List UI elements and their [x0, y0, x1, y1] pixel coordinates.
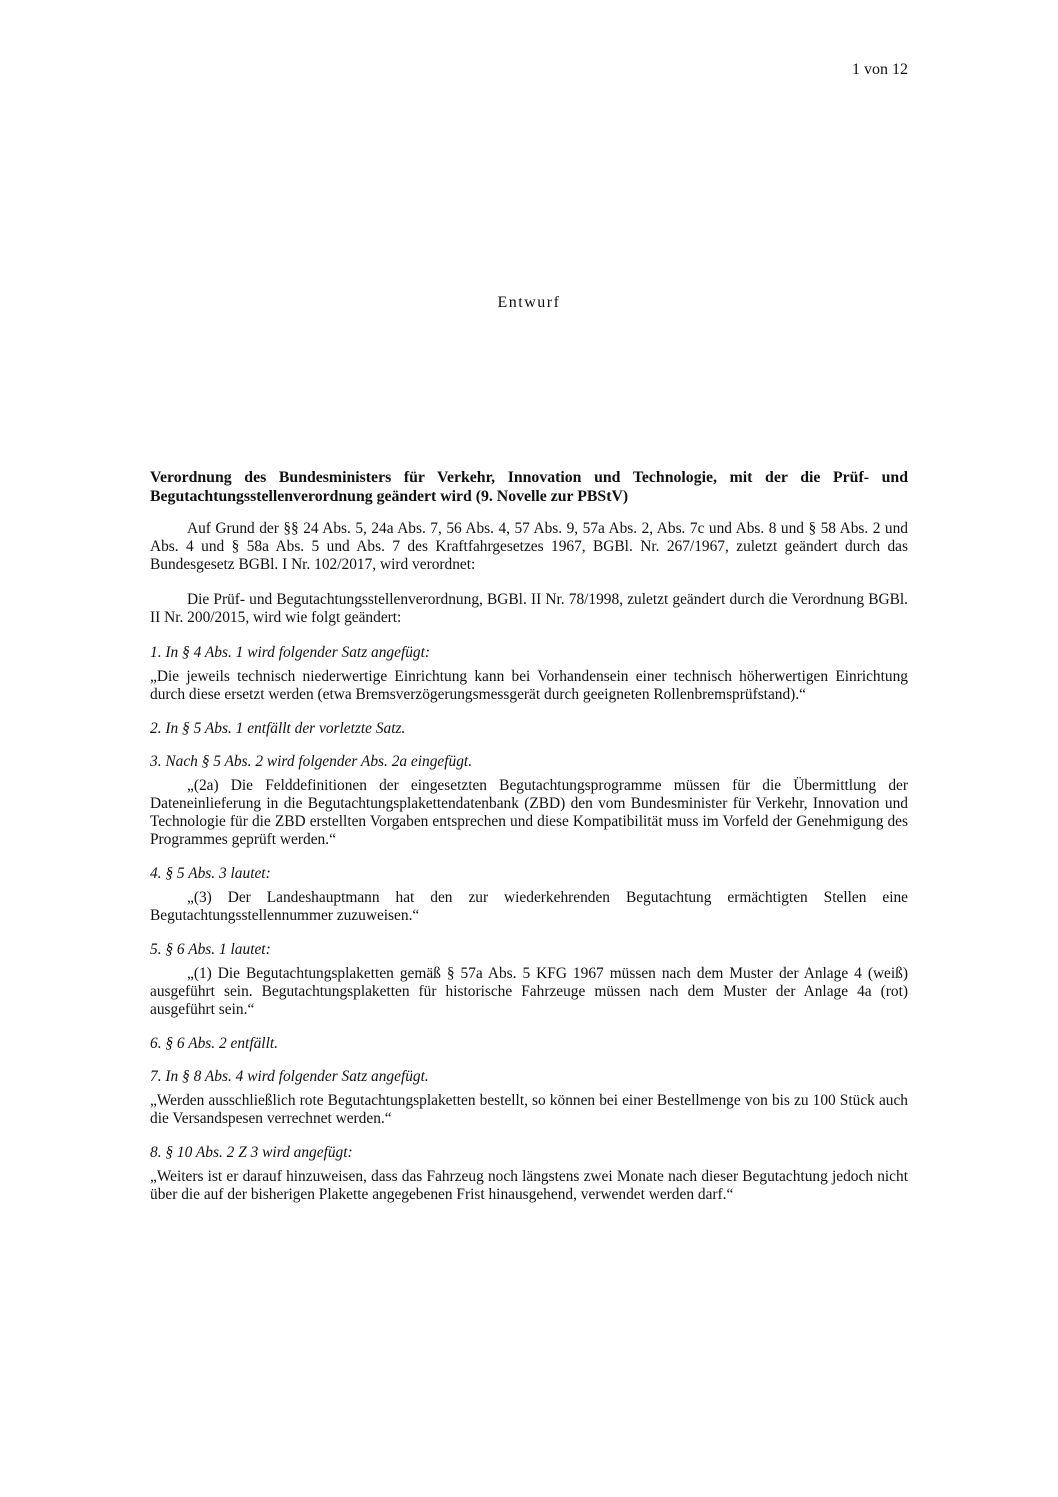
draft-label: Entwurf	[497, 294, 561, 311]
preamble-paragraph: Die Prüf- und Begutachtungsstellenverordnung, BGBl. II Nr. 78/1998, zuletzt geändert durch die Verordnung BGBl. II Nr. 200/2015, wird wie folgt geändert:	[150, 591, 908, 626]
amendment-instruction: 6. § 6 Abs. 2 entfällt.	[150, 1035, 278, 1052]
amendment-item	[150, 865, 908, 925]
document-title: Verordnung des Bundesministers für Verkehr, Innovation und Technologie, mit der die Prüf- und Begutachtungsstellenverordnung geändert wird (9. Novelle zur PBStV)	[150, 469, 908, 505]
amendment-item	[150, 1035, 908, 1053]
amendment-text: „Die jeweils technisch niederwertige Einrichtung kann bei Vorhandensein einer technisch höherwertigen Einrichtung durch diese ersetzt werden (etwa Bremsverzögerungsmessgerät durch geeigneten Rollenbremsprüfstand).“	[150, 668, 908, 703]
amendment-item	[150, 720, 908, 738]
amendment-text: „(3) Der Landeshauptmann hat den zur wiederkehrenden Begutachtung ermächtigten Stellen eine Begutachtungsstellennummer zuzuweisen.“	[150, 889, 908, 924]
page-number: 1 von 12	[852, 61, 908, 78]
amendment-instruction: 4. § 5 Abs. 3 lautet:	[150, 865, 271, 882]
document-body	[150, 468, 908, 1220]
amendment-item	[150, 1144, 908, 1204]
amendment-item	[150, 644, 908, 704]
preamble-paragraph: Auf Grund der §§ 24 Abs. 5, 24a Abs. 7, 56 Abs. 4, 57 Abs. 9, 57a Abs. 2, Abs. 7c und Abs. 8 und § 58 Abs. 2 und Abs. 4 und § 58a Abs. 5 und Abs. 7 des Kraftfahrgesetzes 1967, BGBl. Nr. 267/1967, zuletzt geändert durch das Bundesgesetz BGBl. I Nr. 102/2017, wird verordnet:	[150, 520, 908, 573]
amendment-instruction: 2. In § 5 Abs. 1 entfällt der vorletzte Satz.	[150, 720, 406, 737]
amendment-instruction: 1. In § 4 Abs. 1 wird folgender Satz angefügt:	[150, 644, 431, 661]
amendment-item	[150, 1068, 908, 1128]
amendment-text: „Weiters ist er darauf hinzuweisen, dass das Fahrzeug noch längstens zwei Monate nach dieser Begutachtung jedoch nicht über die auf der bisherigen Plakette angegebenen Frist hinausgehend, verwendet werden darf.“	[150, 1168, 908, 1203]
amendment-text: „(2a) Die Felddefinitionen der eingesetzten Begutachtungsprogramme müssen für die Übermittlung der Dateneinlieferung in die Begutachtungsplakettendatenbank (ZBD) den vom Bundesminister für Verkehr, Innovation und Technologie für die ZBD erstellten Vorgaben entsprechen und diese Kompatibilität muss im Vorfeld der Genehmigung des Programmes geprüft werden.“	[150, 777, 908, 848]
amendment-item	[150, 941, 908, 1019]
amendment-instruction: 8. § 10 Abs. 2 Z 3 wird angefügt:	[150, 1144, 353, 1161]
amendment-text: „(1) Die Begutachtungsplaketten gemäß § 57a Abs. 5 KFG 1967 müssen nach dem Muster der Anlage 4 (weiß) ausgeführt sein. Begutachtungsplaketten für historische Fahrzeuge müssen nach dem Muster der Anlage 4a (rot) ausgeführt sein.“	[150, 965, 908, 1018]
amendment-item	[150, 753, 908, 849]
amendment-instruction: 7. In § 8 Abs. 4 wird folgender Satz angefügt.	[150, 1068, 429, 1085]
amendment-text: „Werden ausschließlich rote Begutachtungsplaketten bestellt, so können bei einer Bestellmenge von bis zu 100 Stück auch die Versandspesen verrechnet werden.“	[150, 1092, 908, 1127]
amendment-instruction: 3. Nach § 5 Abs. 2 wird folgender Abs. 2a eingefügt.	[150, 753, 473, 770]
amendment-instruction: 5. § 6 Abs. 1 lautet:	[150, 941, 271, 958]
